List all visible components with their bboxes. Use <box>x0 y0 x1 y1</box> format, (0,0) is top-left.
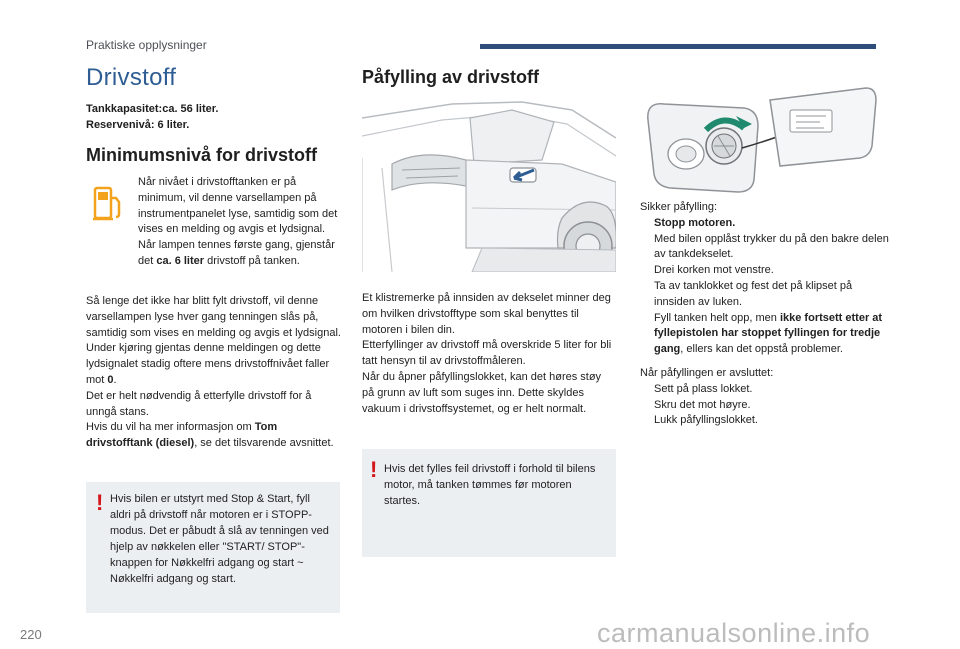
bullet-icon <box>640 279 654 311</box>
section-header: Praktiske opplysninger <box>86 38 207 52</box>
min-level-body: Så lenge det ikke har blitt fylt drivstoff, vil denne varsellampen lyse hver gang tenningen slås på, samtidig som vises en melding og avgis et lydsignal. Under kjøring gjentas denne meldingen og dette lydsignalet stadig oftere mens drivstoffnivået faller mot 0. Det er helt nødvendig å etterfylle drivstoff for å unngå stans. Hvis du vil ha mer informasjon om Tom drivstofftank (diesel), se det tilsvarende avsnittet. <box>86 295 341 450</box>
after-refuel-title: Når påfyllingen er avsluttet: <box>640 366 774 379</box>
exclamation-icon: ! <box>370 457 378 482</box>
bullet-icon <box>640 398 654 414</box>
watermark: carmanualsonline.info <box>597 618 871 648</box>
stop-start-note: ! Hvis bilen er utstyrt med Stop & Start, fyll aldri på drivstoff når motoren er i STOPP-modus. Det er påbudt å slå av tenningen ved hjelp av nøkkelen eller "START/ STOP"-knappen for Nøkkelfri adgang og start ~ Nøkkelfri adgang og start. <box>86 482 340 613</box>
page-title: Drivstoff <box>86 64 177 91</box>
refuel-title: Påfylling av drivstoff <box>362 67 540 87</box>
min-level-title: Minimumsnivå for drivstoff <box>86 145 318 165</box>
list-item: Lukk påfyllingslokket. <box>640 413 890 429</box>
fuel-warning-icon <box>93 184 123 222</box>
exclamation-icon: ! <box>96 490 104 515</box>
list-item: Ta av tanklokket og fest det på klipset på innsiden av luken. <box>640 279 890 311</box>
fuel-flap-illustration <box>640 80 880 195</box>
bullet-icon <box>640 263 654 279</box>
bullet-icon <box>640 413 654 429</box>
bullet-icon <box>640 216 654 232</box>
list-item: Fyll tanken helt opp, men ikke fortsett etter at fyllepistolen har stoppet fyllingen for tredje gang, ellers kan det oppstå problemer. <box>640 311 890 358</box>
bullet-icon <box>640 382 654 398</box>
tank-facts <box>86 101 218 133</box>
bullet-icon <box>640 311 654 358</box>
header-bar <box>480 44 876 49</box>
reserve-level: Reservenivå: 6 liter. <box>86 119 190 131</box>
bullet-icon <box>640 232 654 264</box>
list-item: Stopp motoren. <box>640 216 890 232</box>
list-item: Sett på plass lokket. <box>640 382 890 398</box>
wrong-fuel-note: ! Hvis det fylles feil drivstoff i forhold til bilens motor, må tanken tømmes før motoren startes. <box>362 449 616 557</box>
list-item: Skru det mot høyre. <box>640 398 890 414</box>
lamp-description: Når nivået i drivstofftanken er på minimum, vil denne varsellampen på instrumentpanelet lyse, samtidig som det vises en melding og avgis et lydsignal. Når lampen tennes første gang, gjenstår det ca. 6 liter drivstoff på tanken. <box>138 176 338 267</box>
safe-refuel-title: Sikker påfylling: <box>640 201 718 213</box>
refuel-steps <box>640 200 890 429</box>
list-item: Med bilen opplåst trykker du på den bakre delen av tankdekselet. <box>640 232 890 264</box>
car-rear-illustration <box>362 98 616 272</box>
page-number: 220 <box>20 627 42 642</box>
tank-capacity: Tankkapasitet:ca. 56 liter. <box>86 103 219 115</box>
refuel-body: Et klistremerke på innsiden av dekselet minner deg om hvilken drivstofftype som skal benyttes til motoren i bilen din. Etterfyllinger av drivstoff må overskride 5 liter for bli tatt hensyn til av drivstoffmåleren. Når du åpner påfyllingslokket, kan det høres støy på grunn av luft som suges inn. Dette skyldes vakuum i drivstoffsystemet, og er helt normalt. <box>362 292 612 415</box>
list-item: Drei korken mot venstre. <box>640 263 890 279</box>
